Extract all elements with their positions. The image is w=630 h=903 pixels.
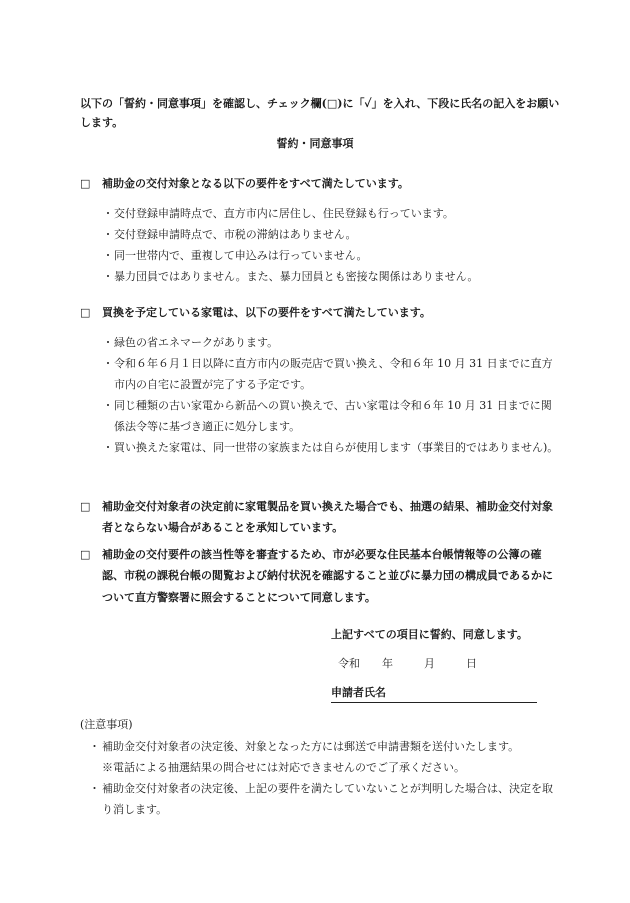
- consent-item-4-text: 補助金の交付要件の該当性等を審査するため、市が必要な住民基本台帳情報等の公簿の確認、市税の課税台帳の閲覧および納付状況を確認すること並びに暴力団の構成員であるかについて直方警察署に照会することについて同意します。: [102, 548, 553, 604]
- list-item: ・ 同じ種類の古い家電から新品への買い換えで、古い家電は令和６年 10 月 31 日までに関係法令等に基づき適正に処分します。: [102, 396, 560, 438]
- list-item: ・ 補助金交付対象者の決定後、対象となった方には郵送で申請書類を送付いたします。: [80, 737, 560, 758]
- applicant-name-field[interactable]: [331, 685, 537, 703]
- bullet-dot: ・: [102, 336, 114, 350]
- date-era: 令和: [338, 657, 360, 670]
- consent-item-2: [80, 302, 560, 459]
- list-item: ・ 令和６年６月１日以降に直方市内の販売店で買い換え、令和６年 10 月 31 日までに直方市内の自宅に設置が完了する予定です。: [102, 354, 560, 396]
- list-item: ・ 交付登録申請時点で、市税の滞納はありません。: [102, 225, 560, 246]
- notes-heading: (注意事項): [80, 718, 133, 731]
- checkbox-3[interactable]: □: [80, 500, 91, 513]
- date-year-label: 年: [382, 657, 393, 670]
- note-subtext: ※電話による抽選結果の問合せには対応できませんのでご了承ください。: [102, 760, 465, 774]
- intro-text: 以下の「誓約・同意事項」を確認し、チェック欄(□)に「✓」を入れ、下段に氏名の記入をお願いします。: [80, 97, 560, 130]
- date-month-label: 月: [424, 657, 435, 670]
- consent-item-1-text: 補助金の交付対象となる以下の要件をすべて満たしています。: [102, 177, 409, 190]
- bullet-dot: ・: [102, 207, 114, 221]
- consent-item-3: [80, 496, 560, 539]
- bullet-dot: ・: [102, 270, 114, 284]
- date-field[interactable]: [338, 655, 477, 674]
- list-item: ・ 緑色の省エネマークがあります。: [102, 333, 560, 354]
- document-title: 誓約・同意事項: [276, 137, 354, 150]
- bullet-dot: ・: [102, 357, 114, 371]
- bullet-dot: ・: [89, 781, 100, 795]
- consent-item-3-text: 補助金交付対象者の決定前に家電製品を買い換えた場合でも、抽選の結果、補助金交付対象者とならない場合があることを承知しています。: [102, 500, 553, 535]
- consent-item-1: [80, 173, 560, 288]
- consent-item-2-requirements: [102, 333, 560, 458]
- bullet-dot: ・: [102, 249, 114, 263]
- notes-list: [80, 737, 560, 821]
- list-item: ・ 同一世帯内で、重複して申込みは行っていません。: [102, 246, 560, 267]
- bullet-dot: ・: [102, 399, 114, 413]
- consent-item-4: [80, 544, 560, 608]
- pledge-statement: 上記すべての項目に誓約、同意します。: [331, 628, 528, 641]
- bullet-dot: ・: [89, 740, 100, 753]
- checkbox-1[interactable]: □: [80, 177, 91, 190]
- consent-item-1-requirements: [102, 204, 560, 288]
- consent-item-2-text: 買換を予定している家電は、以下の要件をすべて満たしています。: [102, 306, 431, 319]
- list-item: ・ 補助金交付対象者の決定後、上記の要件を満たしていないことが判明した場合は、決定を取り消します。: [80, 779, 560, 821]
- applicant-name-label: 申請者氏名: [331, 686, 386, 699]
- bullet-dot: ・: [102, 440, 114, 454]
- list-item: ・ 暴力団員ではありません。また、暴力団員とも密接な関係はありません。: [102, 267, 560, 288]
- list-item: ・ 交付登録申請時点で、直方市内に居住し、住民登録も行っています。: [102, 204, 560, 225]
- checkbox-4[interactable]: □: [80, 548, 91, 561]
- bullet-dot: ・: [102, 228, 114, 242]
- checkbox-2[interactable]: □: [80, 306, 91, 319]
- date-day-label: 日: [466, 657, 477, 670]
- list-item: ・ 買い換えた家電は、同一世帯の家族または自らが使用します（事業目的ではありません)。: [102, 438, 560, 459]
